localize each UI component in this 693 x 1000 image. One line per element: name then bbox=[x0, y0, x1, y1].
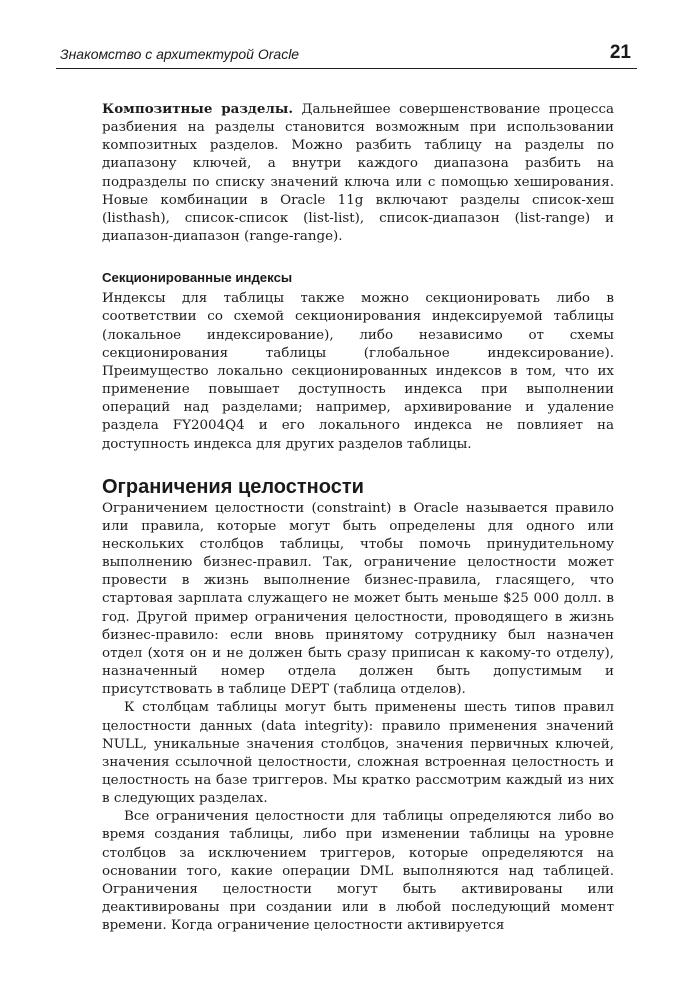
partitioned-indexes-paragraph: Индексы для таблицы также можно секционировать либо в соответствии со схемой секционирования индексируемой таблицы (локальное индексирование), либо независимо от схемы секционирования таблицы (глобальное индексирование). Преимущество локально секционированных индексов в том, что их применение повышает доступность индекса при выполнении операций над разделами; например, архивирование и удаление раздела FY2004Q4 и его локального индекса не повлияет на доступность индекса для других разделов таблицы. bbox=[102, 291, 614, 452]
page-number: 21 bbox=[609, 42, 631, 63]
page-header bbox=[56, 44, 637, 66]
running-title: Знакомство с архитектурой Oracle bbox=[60, 46, 300, 62]
constraints-paragraph-3: Все ограничения целостности для таблицы определяются либо во время создания таблицы, либо при изменении таблицы на уровне столбцов за исключением триггеров, которые определяются на основании того, какие операции DML выполняются над таблицей. Ограничения целостности могут быть активированы или деактивированы при создании или в любой последующий момент времени. Когда ограничение целостности активируется bbox=[102, 809, 614, 934]
composite-partitions-text: Дальнейшее совершенствование процесса разбиения на разделы становится возможным при использовании композитных разделов. Можно разбить таблицу на разделы по диапазону ключей, а внутри каждого диапазона разбить на подразделы по списку значений ключа или с помощью хеширования. Новые комбинации в Oracle 11g включают разделы список-хеш (listhash), список-список (list-list), список-диапазон (list-range) и диапазон-диапазон (range-range). bbox=[102, 102, 614, 245]
constraints-paragraph-1: Ограничением целостности (constraint) в Oracle называется правило или правила, которые могут быть определены для одного или нескольких столбцов таблицы, чтобы помочь принудительному выполнению бизнес-правил. Так, ограничение целостности может провести в жизнь выполнение бизнес-правила, гласящего, что стартовая зарплата служащего не может быть меньше $25 000 долл. в год. Другой пример ограничения целостности, проводящего в жизнь бизнес-правило: если вновь принятому сотруднику был назначен отдел (хотя он и не должен быть сразу приписан к какому-то отделу), назначенный номер отдела должен быть допустимым и присутствовать в таблице DEPT (таблица отделов). bbox=[102, 500, 614, 698]
page-body bbox=[102, 100, 614, 935]
constraints-paragraph-2: К столбцам таблицы могут быть применены шесть типов правил целостности данных (data integrity): правило применения значений NULL, уникальные значения столбцов, значения первичных ключей, значения ссылочной целостности, сложная встроенная целостность и целостность на базе триггеров. Мы кратко рассмотрим каждый из них в следующих разделах. bbox=[102, 700, 614, 807]
composite-partitions-paragraph bbox=[102, 100, 614, 246]
composite-partitions-lead: Композитные разделы. bbox=[102, 101, 294, 117]
partitioned-indexes-heading: Секционированные индексы bbox=[102, 270, 293, 286]
constraints-heading: Ограничения целостности bbox=[102, 475, 364, 498]
header-rule bbox=[56, 68, 637, 69]
